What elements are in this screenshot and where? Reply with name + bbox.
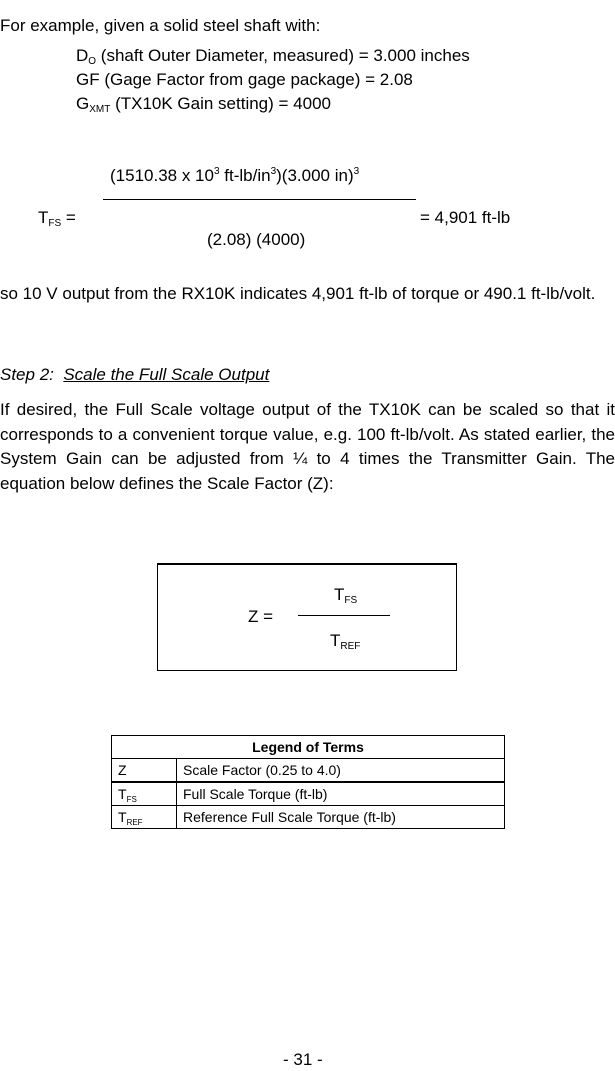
intro-text: For example, given a solid steel shaft with: [0,16,321,35]
z-numerator: $T_{FS}$ [334,585,358,606]
z-denominator: $T_{REF}$ [330,631,361,652]
table-row: $T_{REF}$ Reference Full Scale Torque (ft-lb) [112,806,505,829]
equation-result: = 4,901 ft-lb [420,208,511,227]
z-lhs: Z = [248,607,274,626]
given-gain: $G_{XMT}$ (TX10K Gain setting) = 4000 [76,94,331,115]
scale-factor-equation-box [157,563,457,671]
given-gage-factor: GF (Gage Factor from gage package) = 2.08 [76,70,413,89]
equation-denominator: (2.08) (4000) [207,230,306,249]
fraction-bar [103,199,416,200]
legend-table [111,735,505,829]
paragraph-result: so 10 V output from the RX10K indicates 4,901 ft-lb of torque or 490.1 ft-lb/volt. [0,284,596,303]
equation-lhs: $T_{FS}$ = [38,208,76,229]
legend-title: Legend of Terms [112,736,505,759]
table-row: $T_{FS}$ Full Scale Torque (ft-lb) [112,782,505,806]
given-diameter: $D_O$ (shaft Outer Diameter, measured) = 3.000 inches [76,46,470,67]
equation-numerator: (1510.38 x $10^3$ $ft-lb/in^3)(3.000$ in)$^3$ [110,166,360,185]
step-heading: Step 2: Scale the Full Scale Output [0,365,270,384]
paragraph-scale: If desired, the Full Scale voltage output of the TX10K can be scaled so that it corresponds to a convenient torque value, e.g. 100 ft-lb/volt. As stated earlier, the System Gain can be adjusted from ¼ to 4 times the Transmitter Gain. The equation below defines the Scale Factor (Z): [0,400,615,493]
page-number: - 31 - [283,1050,323,1069]
table-row: Z Scale Factor (0.25 to 4.0) [112,759,505,783]
z-fraction-bar [298,615,390,616]
